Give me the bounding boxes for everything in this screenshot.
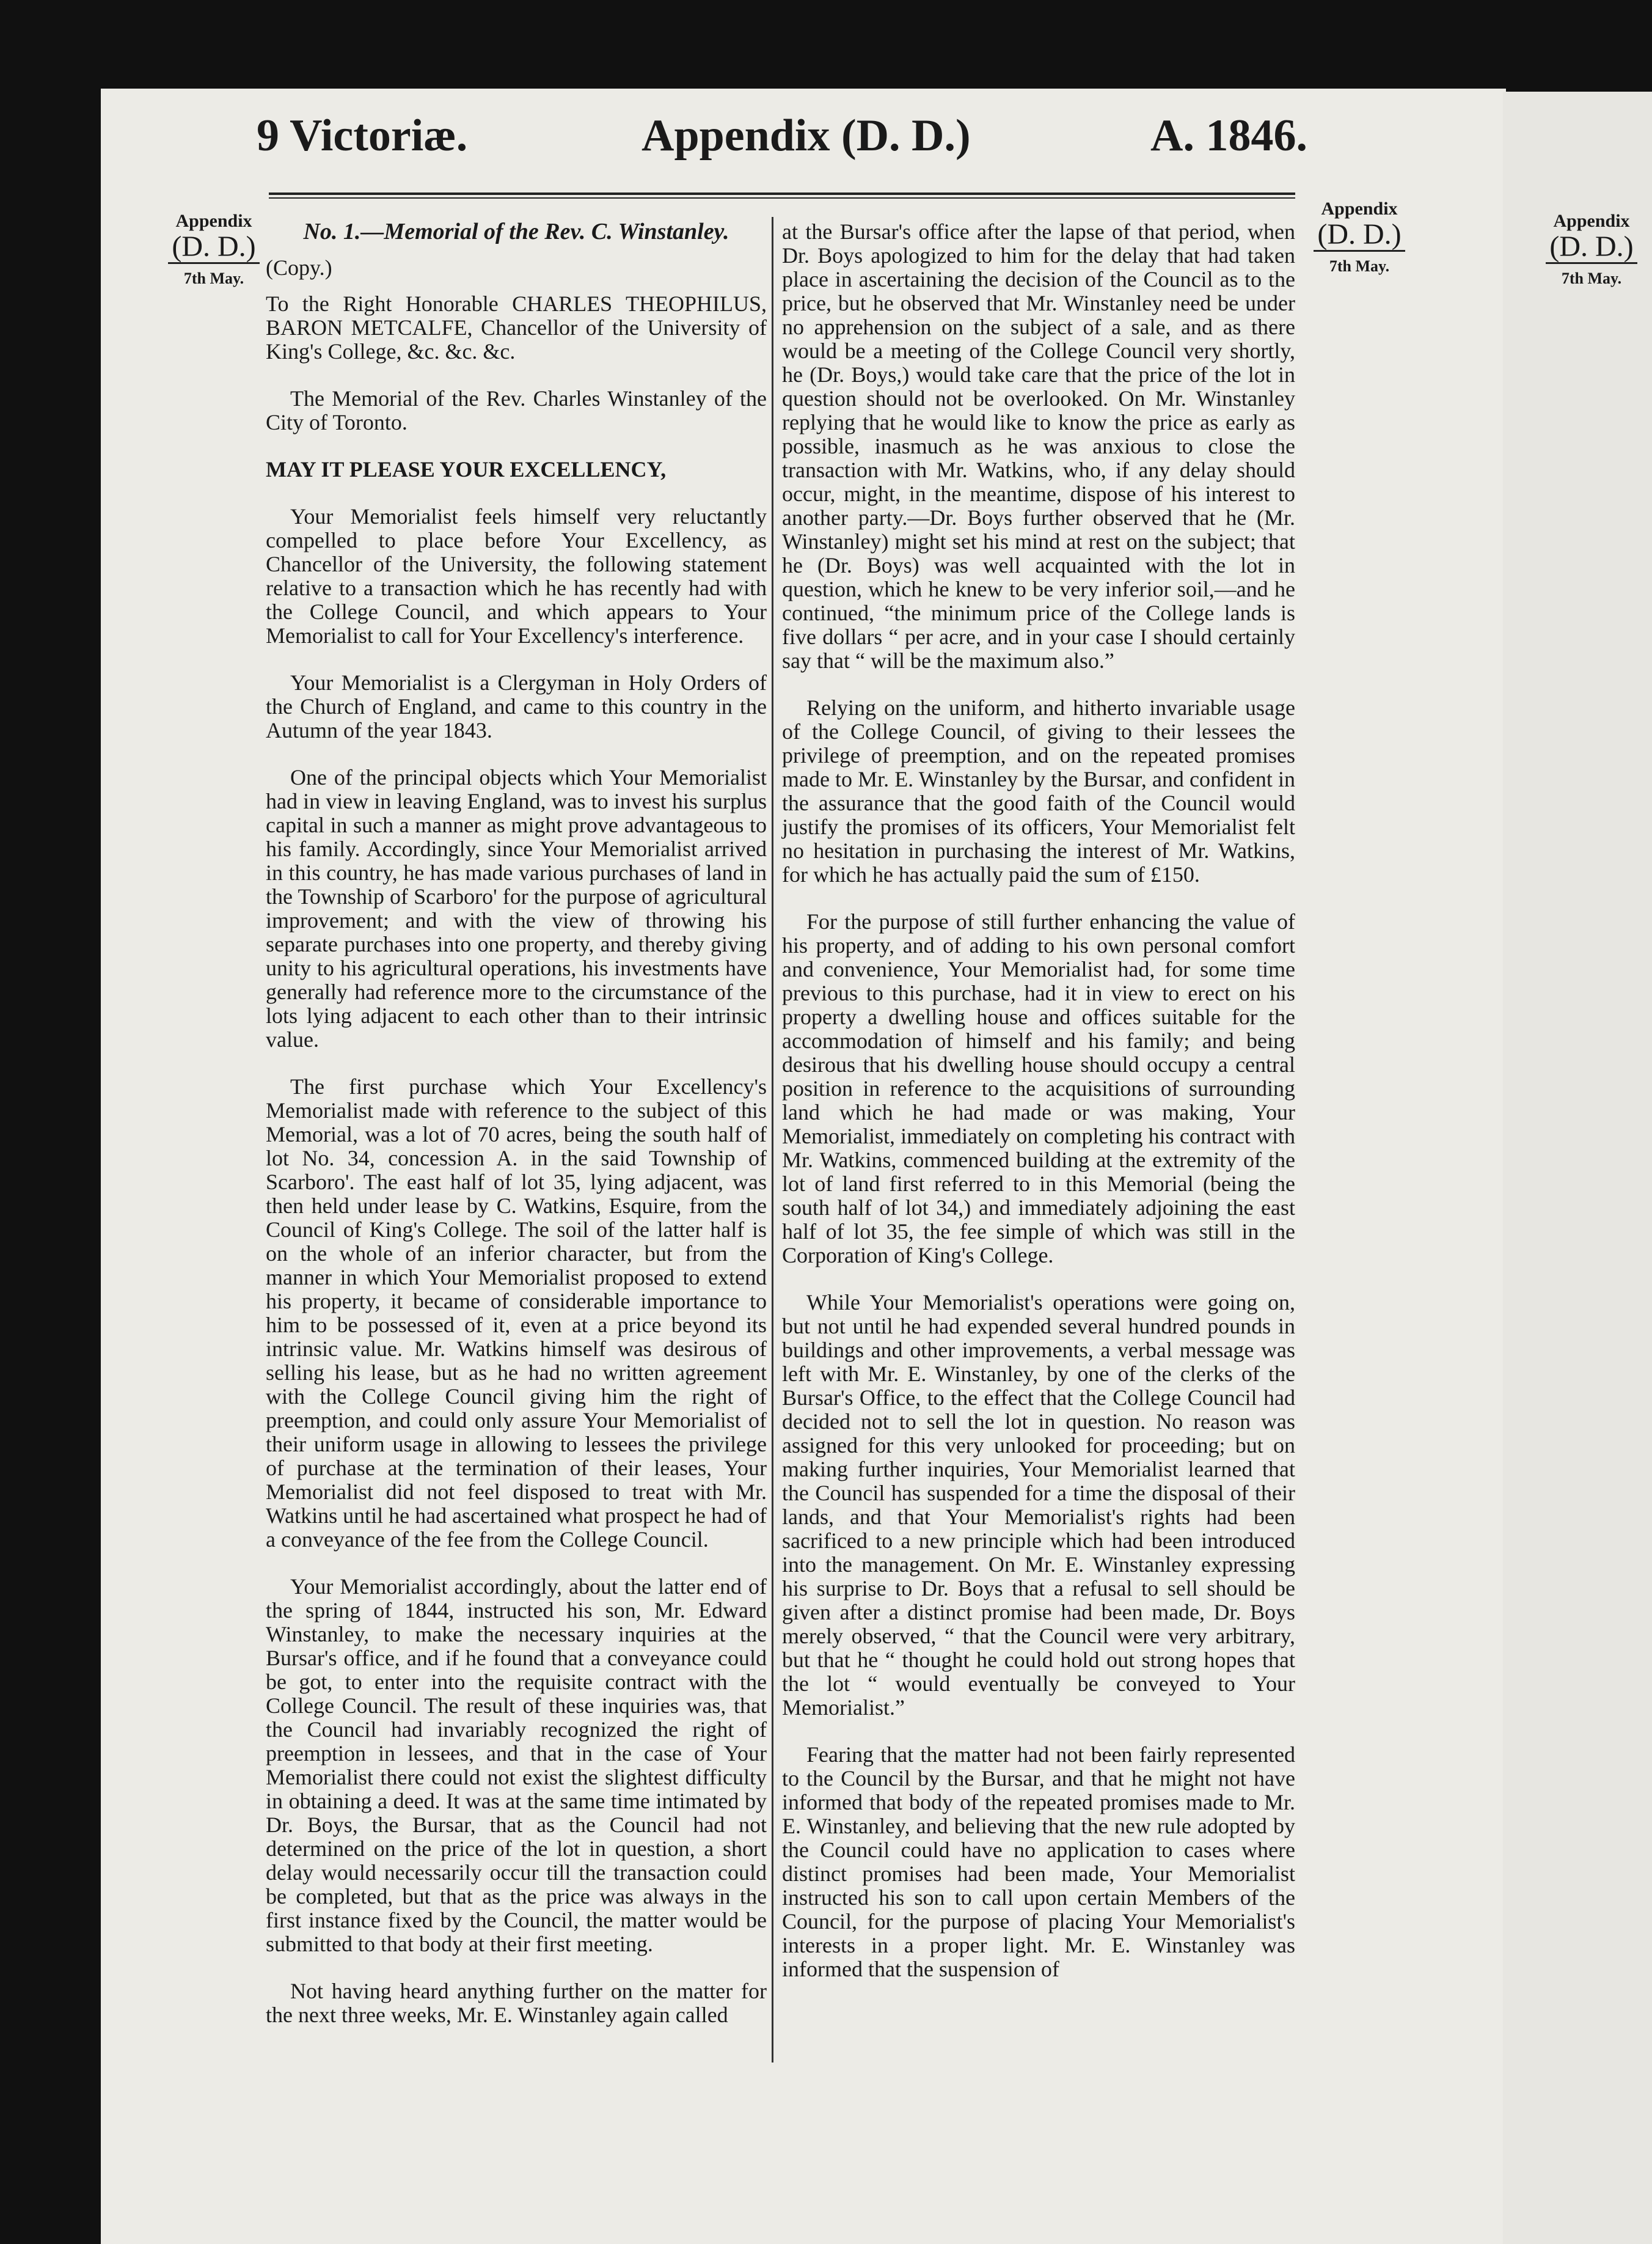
margin-note-label: Appendix [1321,199,1398,219]
paragraph: Your Memorialist feels himself very reluctantly compelled to place before Your Excellency, as Chancellor of the University, the following statement relative to a transaction which he has recently had with the College Council, and which appears to Your Memorialist to call for Your Excellency's interference. [266,504,767,648]
paragraph: Fearing that the matter had not been fairly represented to the Council by the Bursar, and that he might not have informed that body of the repeated promises made to Mr. E. Winstanley, and believing that the new rule adopted by the Council could have no application to cases where distinct promises had been made, Your Memorialist instructed his son to call upon certain Members of the Council, for the purpose of placing Your Memorialist's interests in a proper light. Mr. E. Winstanley was informed that the suspension of [782,1742,1295,1981]
margin-note-right [1298,199,1420,276]
margin-note-brace [1314,250,1405,257]
margin-note-ref: (D. D.) [1549,230,1634,263]
margin-note-left [153,211,275,288]
salutation: MAY IT PLEASE YOUR EXCELLENCY, [266,457,667,482]
paragraph: Your Memorialist is a Clergyman in Holy Orders of the Church of England, and came to this country in the Autumn of the year 1843. [266,670,767,743]
margin-note-label: Appendix [175,211,252,231]
header-appendix: Appendix (D. D.) [641,111,971,161]
margin-note-ref: (D. D.) [1317,218,1402,251]
paragraph: While Your Memorialist's operations were going on, but not until he had expended several hundred pounds in buildings and other improvements, a verbal message was left with Mr. E. Winstanley, by one of the clerks of the Bursar's Office, to the effect that the College Council had decided not to sell the lot in question. No reason was assigned for this very unlooked for proceeding; but on making further inquiries, Your Memorialist learned that the Council has suspended for a time the disposal of their lands, and that Your Memorialist's rights had been sacrificed to a new principle which had been introduced into the management. On Mr. E. Winstanley expressing his surprise to Dr. Boys that a refusal to sell should be given after a distinct promise had been made, Dr. Boys merely observed, “ that the Council were very arbitrary, but that he “ thought he could hold out strong hopes that the lot “ would eventually be conveyed to Your Memorialist.” [782,1290,1295,1720]
paragraph: The first purchase which Your Excellency's Memorialist made with reference to the subject of this Memorial, was a lot of 70 acres, being the south half of lot No. 34, concession A. in the said Township of Scarboro'. The east half of lot 35, lying adjacent, was then held under lease by C. Watkins, Esquire, from the Council of King's College. The soil of the latter half is on the whole of an inferior character, but from the manner in which Your Memorialist proposed to extend his property, it became of considerable importance to him to be possessed of it, even at a price beyond its intrinsic value. Mr. Watkins himself was desirous of selling his lease, but as he had no written agreement with the College Council giving him the right of preemption, and could only assure Your Memorialist of their uniform usage in allowing to lessees the privilege of purchase at the termination of their leases, Your Memorialist did not feel disposed to treat with Mr. Watkins until he had ascertained what prospect he had of a conveyance of the fee from the College Council. [266,1074,767,1552]
header-rule-bottom [269,197,1295,199]
paragraph: Relying on the uniform, and hitherto invariable usage of the College Council, of giving to their lessees the privilege of preemption, and on the repeated promises made to Mr. E. Winstanley by the Bursar, and confident in the assurance that the good faith of the Council would justify the promises of its officers, Your Memorialist felt no hesitation in purchasing the interest of Mr. Watkins, for which he has actually paid the sum of £150. [782,695,1295,887]
margin-note-date: 7th May. [1561,270,1622,287]
margin-note-facing [1533,211,1650,288]
address-block: To the Right Honorable CHARLES THEOPHILUS, BARON METCALFE, Chancellor of the University of King's College, &c. &c. &c. [266,292,767,364]
paragraph: For the purpose of still further enhancing the value of his property, and of adding to his own personal comfort and convenience, Your Memorialist had, for some time previous to this purchase, had it in view to erect on his property a dwelling house and offices suitable for the accommodation of himself and his family; and being desirous that his dwelling house should occupy a central position in reference to the acquisitions of surrounding land which he had made or was making, Your Memorialist, immediately on completing his contract with Mr. Watkins, commenced building at the extremity of the lot of land first referred to in this Memorial (being the south half of lot 34,) and immediately adjoining the east half of lot 35, the fee simple of which was still in the Corporation of King's College. [782,909,1295,1267]
margin-note-brace [168,262,260,269]
paragraph: Not having heard anything further on the matter for the next three weeks, Mr. E. Winstanley again called [266,1979,767,2027]
header-year: A. 1846. [1150,111,1307,161]
margin-note-date: 7th May. [183,270,244,287]
paragraph: Your Memorialist accordingly, about the latter end of the spring of 1844, instructed his son, Mr. Edward Winstanley, to make the necessary inquiries at the Bursar's office, and if he found that a conveyance could be got, to enter into the requisite contract with the College Council. The result of these inquiries was, that the Council had invariably recognized the right of preemption in lessees, and that in the case of Your Memorialist there could not exist the slightest difficulty in obtaining a deed. It was at the same time intimated by Dr. Boys, the Bursar, that as the Council had not determined on the price of the lot in question, a short delay would necessarily occur till the transaction could be completed, but that as the price was always in the first instance fixed by the Council, the matter would be submitted to that body at their first meeting. [266,1574,767,1956]
memorial-title: No. 1.—Memorial of the Rev. C. Winstanley. [303,219,729,244]
margin-note-brace [1546,262,1637,269]
left-column [266,220,767,2050]
margin-note-label: Appendix [1553,211,1630,231]
right-column [782,220,1295,2004]
header-rule-top [269,193,1295,195]
margin-note-ref: (D. D.) [172,230,256,263]
page-header [257,110,1307,171]
margin-note-date: 7th May. [1329,257,1390,275]
copy-note: (Copy.) [266,255,332,280]
header-session: 9 Victoriæ. [257,111,468,161]
paragraph: One of the principal objects which Your Memorialist had in view in leaving England, was to invest his surplus capital in such a manner as might prove advantageous to his family. Accordingly, since Your Memorialist arrived in this country, he has made various purchases of land in the Township of Scarboro' for the purpose of agricultural improvement; and with the view of throwing his separate purchases into one property, and thereby giving unity to his agricultural operations, his investments have generally had reference more to the circumstance of the lots lying adjacent to each other than to their intrinsic value. [266,765,767,1052]
column-divider [772,217,773,2062]
paragraph: at the Bursar's office after the lapse of that period, when Dr. Boys apologized to him for the delay that had taken place in ascertaining the decision of the Council as to the price, but he observed that Mr. Winstanley need be under no apprehension on the subject of a sale, and as there would be a meeting of the College Council very shortly, he (Dr. Boys,) would take care that the price of the lot in question should not be overlooked. On Mr. Winstanley replying that he would like to know the price as early as possible, inasmuch as he was anxious to close the transaction with Mr. Watkins, who, if any delay should occur, might, in the meantime, dispose of his interest to another party.—Dr. Boys further observed that he (Mr. Winstanley) might set his mind at rest on the subject; that he (Dr. Boys) was well acquainted with the lot in question, which he knew to be very inferior soil,—and he continued, “the minimum price of the College lands is five dollars “ per acre, and in your case I should certainly say that “ will be the maximum also.” [782,219,1295,673]
facing-page-edge [1503,92,1652,2244]
memorial-intro: The Memorial of the Rev. Charles Winstanley of the City of Toronto. [266,386,767,435]
